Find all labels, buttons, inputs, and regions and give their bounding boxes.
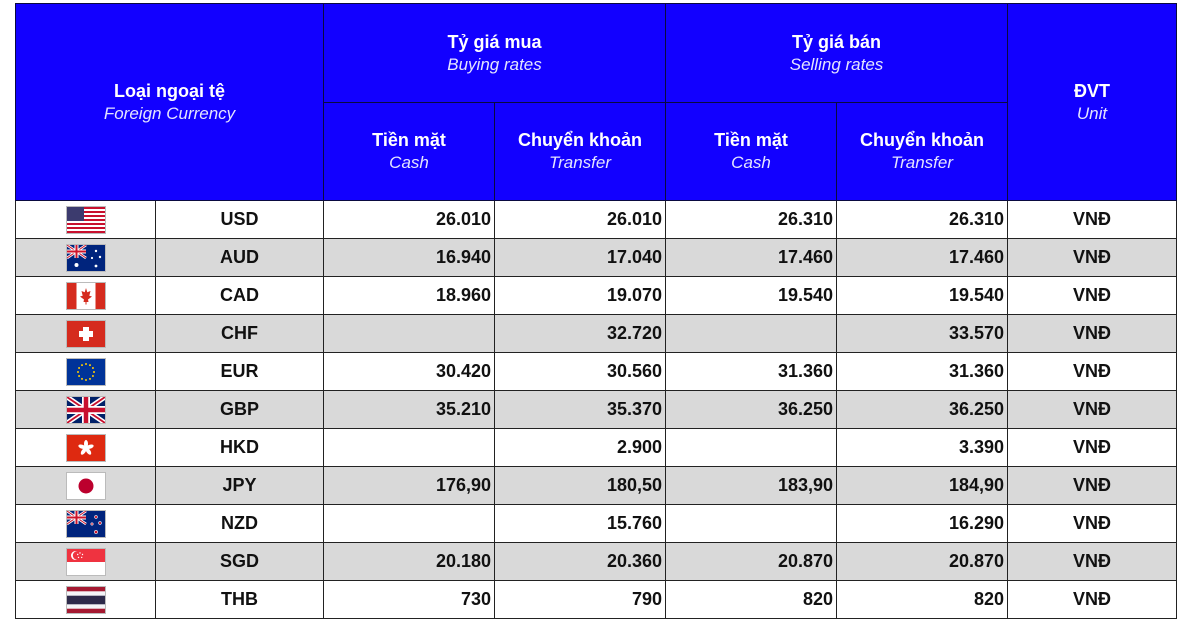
currency-header — [16, 4, 324, 201]
unit-value: VNĐ — [1008, 581, 1177, 619]
selling-header-en: Selling rates — [789, 54, 884, 74]
buy-cash-value: 20.180 — [324, 543, 495, 581]
buy-cash-value: 35.210 — [324, 391, 495, 429]
sell-transfer-value: 16.290 — [837, 505, 1008, 543]
sell-cash-value: 19.540 — [666, 277, 837, 315]
buy-cash-value: 30.420 — [324, 353, 495, 391]
sell-transfer-value: 31.360 — [837, 353, 1008, 391]
currency-code: USD — [156, 201, 324, 239]
currency-header-vi: Loại ngoại tệ — [114, 80, 226, 101]
buy-cash-header-en: Cash — [389, 153, 429, 172]
unit-value: VNĐ — [1008, 277, 1177, 315]
jp-flag-icon — [66, 472, 106, 500]
table-row-eur — [16, 353, 1177, 391]
unit-value: VNĐ — [1008, 315, 1177, 353]
sell-transfer-header — [837, 103, 1008, 201]
sell-cash-header — [666, 103, 837, 201]
ca-flag-icon — [66, 284, 106, 304]
unit-header-vi: ĐVT — [1074, 80, 1111, 101]
sell-transfer-value: 17.460 — [837, 239, 1008, 277]
buy-transfer-value: 17.040 — [495, 239, 666, 277]
table-row-gbp — [16, 391, 1177, 429]
buy-transfer-value: 790 — [495, 581, 666, 619]
hk-flag-icon — [66, 434, 106, 462]
table-row-usd — [16, 201, 1177, 239]
buy-cash-value: 176,90 — [324, 467, 495, 505]
table-row-aud — [16, 239, 1177, 277]
sell-cash-header-vi: Tiền mặt — [714, 130, 788, 150]
buy-transfer-value: 35.370 — [495, 391, 666, 429]
unit-header-en: Unit — [1076, 103, 1108, 123]
buy-cash-value — [324, 505, 495, 543]
currency-code: CHF — [156, 315, 324, 353]
table-row-cad — [16, 277, 1177, 315]
hk-flag-icon — [66, 436, 106, 456]
flag-cell — [16, 391, 156, 429]
sg-flag-icon — [66, 550, 106, 570]
buy-cash-value: 16.940 — [324, 239, 495, 277]
buy-transfer-header-vi: Chuyển khoản — [518, 130, 643, 150]
sell-cash-value: 31.360 — [666, 353, 837, 391]
sell-cash-value: 820 — [666, 581, 837, 619]
sell-transfer-header-en: Transfer — [890, 153, 954, 172]
unit-value: VNĐ — [1008, 353, 1177, 391]
buy-transfer-value: 19.070 — [495, 277, 666, 315]
gb-flag-icon — [66, 398, 106, 418]
flag-cell — [16, 315, 156, 353]
sell-cash-value — [666, 429, 837, 467]
buy-cash-value — [324, 315, 495, 353]
au-flag-icon — [66, 246, 106, 266]
unit-value: VNĐ — [1008, 391, 1177, 429]
flag-cell — [16, 353, 156, 391]
table-row-jpy — [16, 467, 1177, 505]
sell-transfer-value: 36.250 — [837, 391, 1008, 429]
table-row-chf — [16, 315, 1177, 353]
buying-header-vi: Tỷ giá mua — [447, 31, 542, 52]
unit-value: VNĐ — [1008, 505, 1177, 543]
flag-cell — [16, 239, 156, 277]
unit-value: VNĐ — [1008, 429, 1177, 467]
flag-cell — [16, 277, 156, 315]
buying-rates-header — [324, 4, 666, 103]
unit-value: VNĐ — [1008, 201, 1177, 239]
buy-cash-value: 730 — [324, 581, 495, 619]
buy-cash-value — [324, 429, 495, 467]
ch-flag-icon — [66, 322, 106, 342]
nz-flag-icon — [66, 512, 106, 532]
currency-code: SGD — [156, 543, 324, 581]
exchange-rate-table — [15, 3, 1177, 619]
currency-code: HKD — [156, 429, 324, 467]
eu-flag-icon — [66, 360, 106, 380]
sell-cash-value: 20.870 — [666, 543, 837, 581]
sell-cash-value: 17.460 — [666, 239, 837, 277]
buying-header-en: Buying rates — [447, 54, 542, 74]
sell-cash-value — [666, 315, 837, 353]
buy-cash-header — [324, 103, 495, 201]
sell-cash-header-en: Cash — [731, 153, 771, 172]
currency-code: CAD — [156, 277, 324, 315]
buy-transfer-value: 180,50 — [495, 467, 666, 505]
buy-transfer-value: 30.560 — [495, 353, 666, 391]
th-flag-icon — [66, 586, 106, 614]
exchange-rate-board — [15, 3, 1177, 619]
currency-code: NZD — [156, 505, 324, 543]
buy-transfer-header — [495, 103, 666, 201]
sell-transfer-value: 3.390 — [837, 429, 1008, 467]
sell-transfer-value: 26.310 — [837, 201, 1008, 239]
sell-transfer-value: 184,90 — [837, 467, 1008, 505]
table-row-hkd — [16, 429, 1177, 467]
unit-header — [1008, 4, 1177, 201]
sell-cash-value — [666, 505, 837, 543]
us-flag-icon — [66, 208, 106, 228]
sell-transfer-value: 33.570 — [837, 315, 1008, 353]
flag-cell — [16, 505, 156, 543]
table-row-nzd — [16, 505, 1177, 543]
table-row-sgd — [16, 543, 1177, 581]
currency-code: JPY — [156, 467, 324, 505]
nz-flag-icon — [66, 510, 106, 538]
currency-header-en: Foreign Currency — [103, 103, 236, 123]
buy-transfer-value: 26.010 — [495, 201, 666, 239]
unit-value: VNĐ — [1008, 467, 1177, 505]
buy-transfer-value: 20.360 — [495, 543, 666, 581]
rate-rows — [16, 201, 1177, 619]
buy-transfer-value: 2.900 — [495, 429, 666, 467]
currency-code: AUD — [156, 239, 324, 277]
unit-value: VNĐ — [1008, 239, 1177, 277]
buy-cash-header-vi: Tiền mặt — [372, 130, 446, 150]
sell-cash-value: 26.310 — [666, 201, 837, 239]
currency-code: GBP — [156, 391, 324, 429]
au-flag-icon — [66, 244, 106, 272]
buy-transfer-value: 15.760 — [495, 505, 666, 543]
flag-cell — [16, 581, 156, 619]
sell-transfer-value: 19.540 — [837, 277, 1008, 315]
eu-flag-icon — [66, 358, 106, 386]
flag-cell — [16, 429, 156, 467]
sell-transfer-header-vi: Chuyển khoản — [860, 130, 985, 150]
gb-flag-icon — [66, 396, 106, 424]
sell-transfer-value: 820 — [837, 581, 1008, 619]
selling-rates-header — [666, 4, 1008, 103]
flag-cell — [16, 201, 156, 239]
table-row-thb — [16, 581, 1177, 619]
flag-cell — [16, 467, 156, 505]
ca-flag-icon — [66, 282, 106, 310]
sell-cash-value: 36.250 — [666, 391, 837, 429]
ch-flag-icon — [66, 320, 106, 348]
us-flag-icon — [66, 206, 106, 234]
flag-cell — [16, 543, 156, 581]
currency-code: THB — [156, 581, 324, 619]
currency-code: EUR — [156, 353, 324, 391]
sell-cash-value: 183,90 — [666, 467, 837, 505]
buy-transfer-header-en: Transfer — [548, 153, 612, 172]
selling-header-vi: Tỷ giá bán — [792, 31, 882, 52]
sg-flag-icon — [66, 548, 106, 576]
buy-transfer-value: 32.720 — [495, 315, 666, 353]
th-flag-icon — [66, 588, 106, 608]
buy-cash-value: 18.960 — [324, 277, 495, 315]
buy-cash-value: 26.010 — [324, 201, 495, 239]
unit-value: VNĐ — [1008, 543, 1177, 581]
jp-flag-icon — [66, 474, 106, 494]
sell-transfer-value: 20.870 — [837, 543, 1008, 581]
